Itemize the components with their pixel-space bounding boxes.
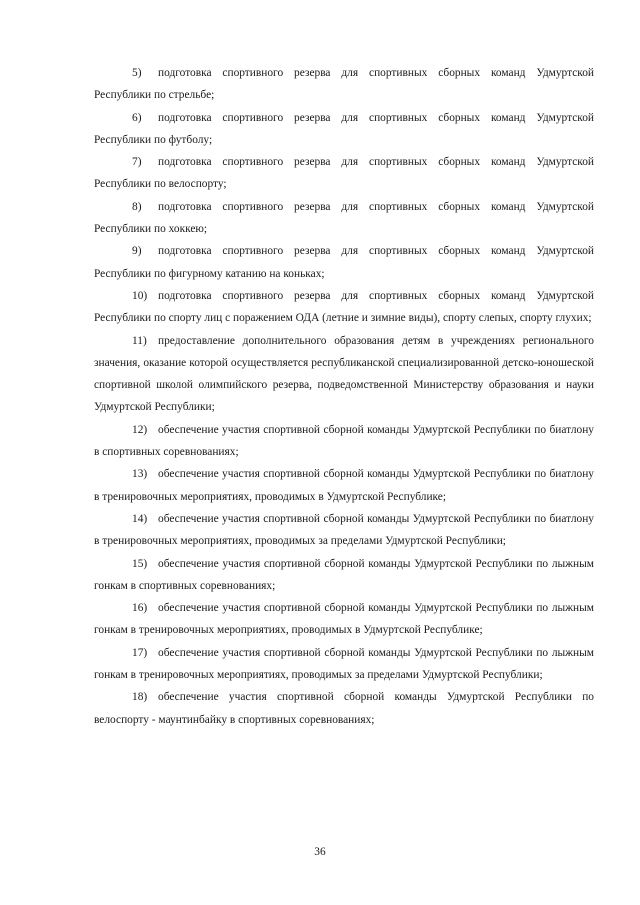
item-text: обеспечение участия спортивной сборной команды Удмуртской Республики по биатлону в спортивных соревнованиях;: [94, 423, 594, 459]
item-number: 5): [132, 67, 142, 79]
item-number: 12): [132, 423, 148, 436]
body-text: [94, 62, 594, 731]
item-number: 7): [132, 156, 142, 169]
list-item: [94, 196, 594, 241]
list-item: [94, 642, 594, 687]
item-text: предоставление дополнительного образования детям в учреждениях регионального значения, оказание которой осуществляется республиканской специализированной детско-юношеской спортивной школой олимпийского резерва, подведомственной Министерству образования и науки Удмуртской Республики;: [94, 334, 594, 414]
list-item: [94, 107, 594, 152]
page-number: 36: [314, 846, 326, 858]
item-text: обеспечение участия спортивной сборной команды Удмуртской Республики по лыжным гонкам в тренировочных мероприятиях, проводимых в Удмуртской Республике;: [94, 602, 594, 637]
list-item: [94, 285, 594, 330]
item-text: подготовка спортивного резерва для спортивных сборных команд Удмуртской Республики по хоккею;: [94, 200, 594, 236]
item-number: 15): [132, 557, 148, 570]
item-text: подготовка спортивного резерва для спортивных сборных команд Удмуртской Республики по спорту лиц с поражением ОДА (летние и зимние виды), спорту слепых, спорту глухих;: [94, 289, 594, 325]
item-number: 8): [132, 200, 142, 213]
list-item: [94, 330, 594, 419]
item-number: 9): [132, 245, 142, 258]
item-text: подготовка спортивного резерва для спортивных сборных команд Удмуртской Республики по стрельбе;: [94, 67, 594, 102]
item-text: подготовка спортивного резерва для спортивных сборных команд Удмуртской Республики по велоспорту;: [94, 156, 594, 191]
list-item: [94, 553, 594, 598]
item-text: обеспечение участия спортивной сборной команды Удмуртской Республики по лыжным гонкам в спортивных соревнованиях;: [94, 557, 594, 592]
item-number: 16): [132, 602, 148, 615]
item-number: 13): [132, 468, 148, 481]
item-number: 18): [132, 691, 148, 704]
item-number: 17): [132, 646, 148, 659]
list-item: [94, 62, 594, 107]
list-item: [94, 463, 594, 508]
item-number: 10): [132, 289, 148, 302]
item-number: 14): [132, 512, 148, 525]
list-item: [94, 151, 594, 196]
item-text: обеспечение участия спортивной сборной команды Удмуртской Республики по велоспорту - маунтинбайку в спортивных соревнованиях;: [94, 691, 594, 726]
item-number: 11): [132, 334, 147, 347]
item-text: обеспечение участия спортивной сборной команды Удмуртской Республики по биатлону в тренировочных мероприятиях, проводимых за пределами Удмуртской Республики;: [94, 512, 594, 548]
item-text: подготовка спортивного резерва для спортивных сборных команд Удмуртской Республики по футболу;: [94, 111, 594, 146]
item-text: обеспечение участия спортивной сборной команды Удмуртской Республики по лыжным гонкам в тренировочных мероприятиях, проводимых за пределами Удмуртской Республики;: [94, 646, 594, 682]
item-text: подготовка спортивного резерва для спортивных сборных команд Удмуртской Республики по фигурному катанию на коньках;: [94, 245, 594, 280]
list-item: [94, 240, 594, 285]
item-number: 6): [132, 111, 142, 124]
list-item: [94, 686, 594, 731]
item-text: обеспечение участия спортивной сборной команды Удмуртской Республики по биатлону в тренировочных мероприятиях, проводимых в Удмуртской Республике;: [94, 468, 594, 503]
list-item: [94, 419, 594, 464]
list-item: [94, 597, 594, 642]
list-item: [94, 508, 594, 553]
